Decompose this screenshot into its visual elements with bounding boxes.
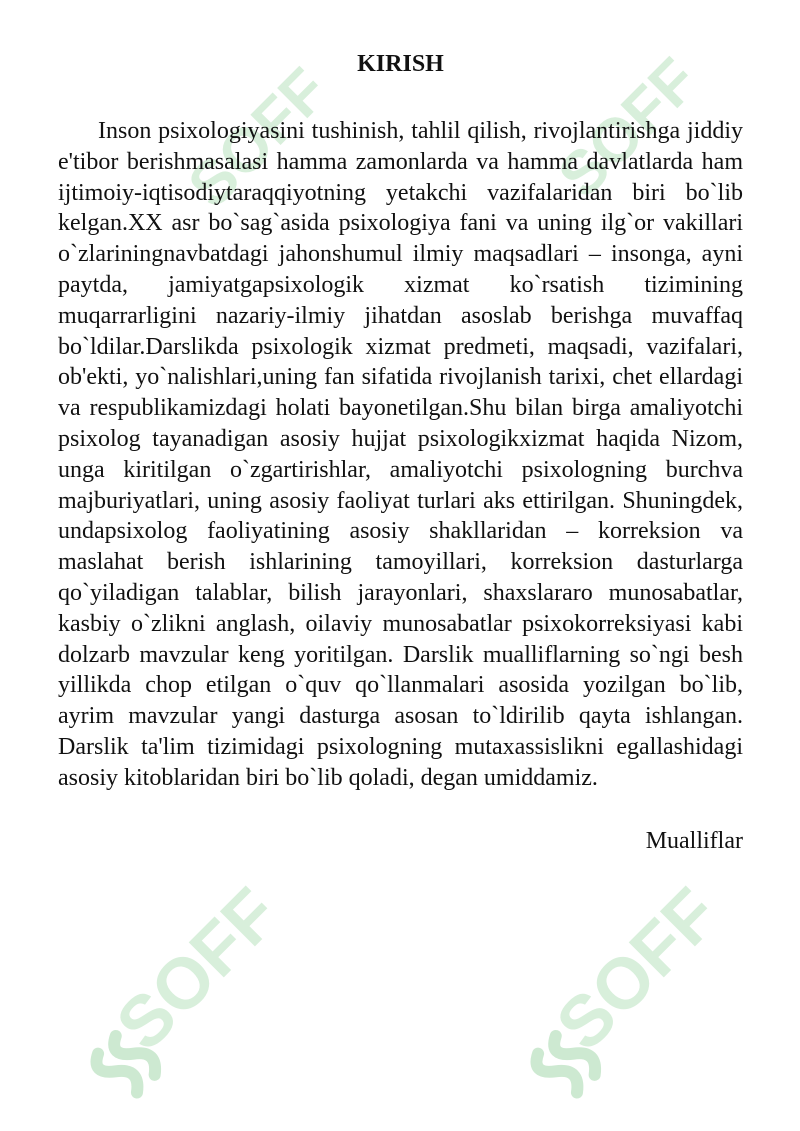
watermark-text: SOFF: [545, 45, 712, 212]
author-signature: Mualliflar: [645, 827, 743, 854]
body-paragraph: Inson psixologiyasini tushinish, tahlil qilish, rivojlantirishga jiddiy e'tibor berishmasalasi hamma zamonlarda va hamma davlatlarda ham ijtimoiy-iqtisodiytaraqqiyotning yetakchi vazifalaridan biri bo`lib kelgan.XX asr bo`sag`asida psixologiya fani va uning ilg`or vakillari o`zlariningnavbatdagi jahonshumul ilmiy maqsadlari – insonga, ayni paytda, jamiyatgapsixologik xizmat ko`rsatish tizimining muqarrarligini nazariy-ilmiy jihatdan asoslab berishga muvaffaq bo`ldilar.Darslikda psixologik xizmat predmeti, maqsadi, vazifalari, ob'ekti, yo`nalishlari,uning fan sifatida rivojlanish tarixi, chet ellardagi va respublikamizdagi holati bayonetilgan.Shu bilan birga amaliyotchi psixolog tayanadigan asosiy hujjat psixologikxizmat haqida Nizom, unga kiritilgan o`zgartirishlar, amaliyotchi psixologning burchva majburiyatlari, uning asosiy faoliyat turlari aks ettirilgan. Shuningdek, undapsixolog faoliyatining asosiy shakllaridan – korreksion va maslahat berish ishlarining tamoyillari, korreksion dasturlarga qo`yiladigan talablar, bilish jarayonlari, shaxslararo munosabatlar, kasbiy o`zlikni anglash, oilaviy munosabatlar psixokorreksiyasi kabi dolzarb mavzular keng yoritilgan. Darslik mualliflarning so`ngi besh yillikda chop etilgan o`quv qo`llanmalari asosida yozilgan bo`lib, ayrim mavzular yangi dasturga asosan to`ldirilib qayta ishlangan. Darslik ta'lim tizimidagi psixologning mutaxassislikni egallashidagi asosiy kitoblaridan biri bo`lib qoladi, degan umiddamiz.: [58, 118, 743, 791]
page-title: KIRISH: [357, 51, 444, 77]
document-content: [58, 48, 743, 856]
watermark-text: SOFF: [175, 55, 342, 222]
watermark-logo-icon: [500, 860, 760, 1120]
watermark-text: SOFF: [541, 873, 734, 1066]
watermark-text: SOFF: [101, 873, 294, 1066]
watermark-logo-icon: [60, 860, 320, 1120]
